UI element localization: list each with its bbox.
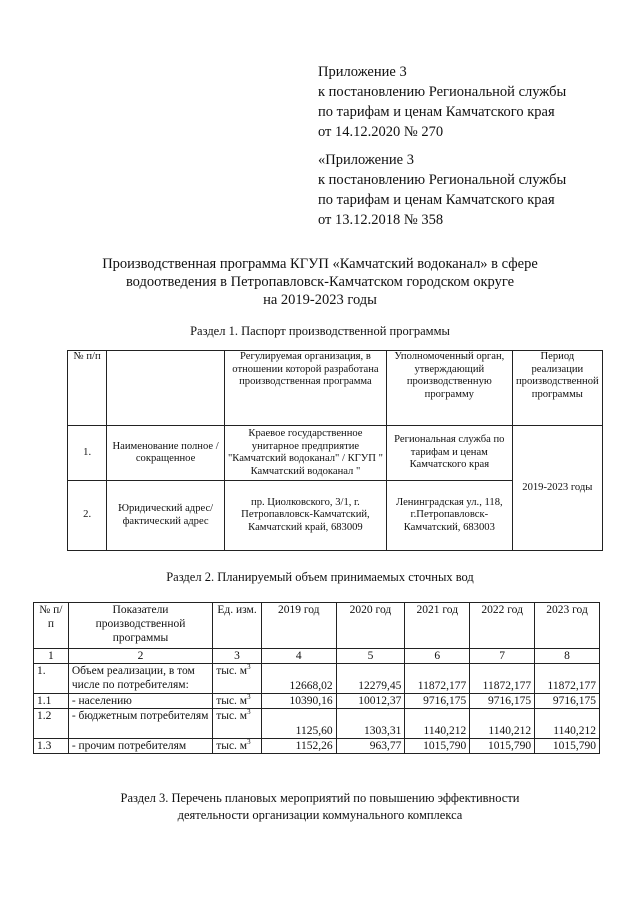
appendix-line: по тарифам и ценам Камчатского края: [318, 192, 555, 208]
row-value: 11872,177: [535, 664, 600, 694]
row-num: 1.2: [34, 709, 69, 739]
row-num: 1.: [68, 426, 107, 481]
row-unit: [213, 664, 262, 694]
row-num: 1.1: [34, 694, 69, 709]
header-empty: [107, 351, 225, 426]
col-number: 6: [405, 649, 470, 664]
col-header: Показатели производственной программы: [68, 603, 212, 649]
row-unit: [213, 739, 262, 754]
appendix-line: Приложение 3: [318, 64, 407, 80]
section3-line: деятельности организации коммунального комплекса: [177, 808, 463, 822]
unit-text: тыс. м: [216, 665, 248, 677]
column-number-row: [34, 649, 600, 664]
col-number: 7: [470, 649, 535, 664]
appendix-line: к постановлению Региональной службы: [318, 172, 567, 188]
table-row: [34, 709, 600, 739]
volume-table: [33, 602, 600, 754]
col-header: 2021 год: [405, 603, 470, 649]
row-value: 10390,16: [261, 694, 336, 709]
appendix-line: «Приложение 3: [318, 152, 414, 168]
section1-heading: Раздел 1. Паспорт производственной программы: [190, 324, 450, 338]
row-value: 12279,45: [336, 664, 405, 694]
col-header: 2022 год: [470, 603, 535, 649]
title-line: водоотведения в Петропавловск-Камчатском городском округе: [125, 274, 515, 290]
row-value: 1152,26: [261, 739, 336, 754]
appendix-line: по тарифам и ценам Камчатского края: [318, 104, 555, 120]
row-num: 2.: [68, 481, 107, 551]
col-header: 2019 год: [261, 603, 336, 649]
col-header: 2023 год: [535, 603, 600, 649]
header-authority: Уполномоченный орган, утверждающий производственную программу: [386, 351, 512, 426]
row-value: 1303,31: [336, 709, 405, 739]
row-value: 1140,212: [470, 709, 535, 739]
table-row: [34, 739, 600, 754]
row-unit: [213, 694, 262, 709]
row-name: Объем реализации, в том числе по потребителям:: [68, 664, 212, 694]
col-number: 8: [535, 649, 600, 664]
table-row: [34, 694, 600, 709]
table-row: [68, 426, 603, 481]
col-number: 4: [261, 649, 336, 664]
row-value: 12668,02: [261, 664, 336, 694]
col-header: № п/п: [34, 603, 69, 649]
row-value: 11872,177: [405, 664, 470, 694]
col-number: 1: [34, 649, 69, 664]
row-value: 1015,790: [535, 739, 600, 754]
row-value: 9716,175: [535, 694, 600, 709]
row-authority: Региональная служба по тарифам и ценам Камчатского края: [386, 426, 512, 481]
row-period: 2019-2023 годы: [512, 426, 602, 551]
row-value: 1125,60: [261, 709, 336, 739]
unit-sup: 3: [247, 693, 251, 702]
passport-table: [67, 350, 603, 551]
row-num: 1.3: [34, 739, 69, 754]
unit-sup: 3: [247, 663, 251, 672]
col-header: 2020 год: [336, 603, 405, 649]
section2-heading: Раздел 2. Планируемый объем принимаемых сточных вод: [166, 570, 474, 584]
document-title: [60, 255, 580, 309]
section3-line: Раздел 3. Перечень плановых мероприятий по повышению эффективности: [120, 791, 520, 805]
unit-text: тыс. м: [216, 695, 248, 707]
row-org: Краевое государственное унитарное предприятие "Камчатский водоканал" / КГУП " Камчатский водоканал ": [224, 426, 386, 481]
title-line: на 2019-2023 годы: [263, 292, 377, 308]
table-header-row: [34, 603, 600, 649]
table-header-row: [68, 351, 603, 426]
header-org: Регулируемая организация, в отношении которой разработана производственная программа: [224, 351, 386, 426]
title-line: Производственная программа КГУП «Камчатский водоканал» в сфере: [102, 256, 538, 272]
appendix-line: от 14.12.2020 № 270: [318, 124, 444, 140]
row-num: 1.: [34, 664, 69, 694]
row-name: - прочим потребителям: [68, 739, 212, 754]
row-value: 9716,175: [470, 694, 535, 709]
col-number: 2: [68, 649, 212, 664]
appendix-line: от 13.12.2018 № 358: [318, 212, 444, 228]
header-num: № п/п: [68, 351, 107, 426]
row-org: пр. Циолковского, 3/1, г. Петропавловск-Камчатский, Камчатский край, 683009: [224, 481, 386, 551]
unit-sup: 3: [247, 738, 251, 747]
col-number: 5: [336, 649, 405, 664]
header-period: Период реализации производственной программы: [512, 351, 602, 426]
col-number: 3: [213, 649, 262, 664]
row-name: - населению: [68, 694, 212, 709]
appendix-header-previous: [318, 150, 566, 230]
appendix-header-current: [318, 62, 566, 142]
row-label: Наименование полное / сокращенное: [107, 426, 225, 481]
row-value: 10012,37: [336, 694, 405, 709]
row-value: 1015,790: [470, 739, 535, 754]
unit-text: тыс. м: [216, 710, 248, 722]
row-value: 1140,212: [405, 709, 470, 739]
appendix-line: к постановлению Региональной службы: [318, 84, 567, 100]
row-value: 1140,212: [535, 709, 600, 739]
row-unit: [213, 709, 262, 739]
unit-text: тыс. м: [216, 740, 248, 752]
row-name: - бюджетным потребителям: [68, 709, 212, 739]
row-value: 1015,790: [405, 739, 470, 754]
row-value: 963,77: [336, 739, 405, 754]
col-header: Ед. изм.: [213, 603, 262, 649]
row-value: 11872,177: [470, 664, 535, 694]
unit-sup: 3: [247, 708, 251, 717]
row-authority: Ленинградская ул., 118, г.Петропавловск-Камчатский, 683003: [386, 481, 512, 551]
row-value: 9716,175: [405, 694, 470, 709]
row-label: Юридический адрес/фактический адрес: [107, 481, 225, 551]
section3-heading: [0, 790, 640, 824]
table-row: [34, 664, 600, 694]
